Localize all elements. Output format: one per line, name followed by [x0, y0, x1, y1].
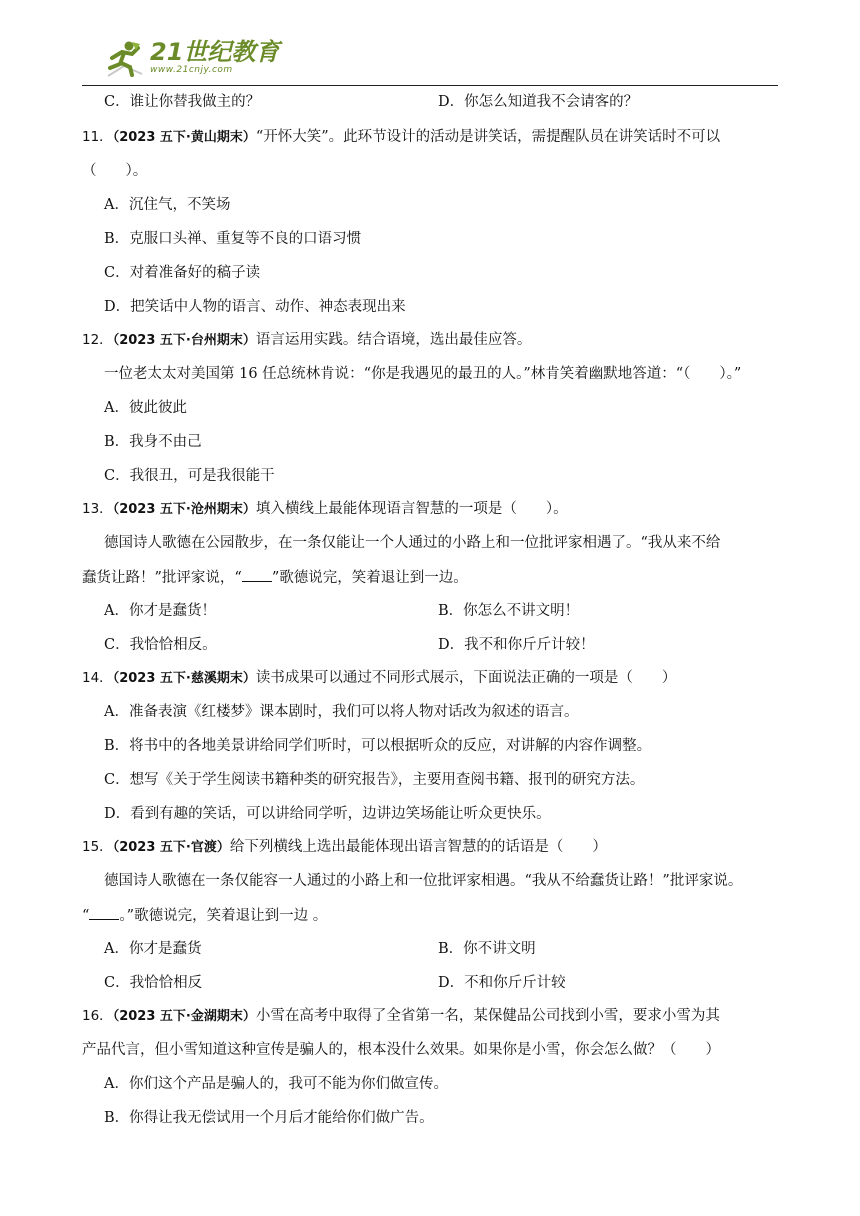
question-text: 读书成果可以通过不同形式展示，下面说法正确的一项是（ ）: [255, 670, 677, 686]
question-source: （2023 五下·官渡）: [112, 840, 230, 855]
question-text: 语言运用实践。结合语境，选出最佳应答。: [255, 332, 532, 348]
question-source: （2023 五下·慈溪期末）: [112, 671, 256, 686]
question-13-context-cont: [82, 567, 468, 588]
question-source: （2023 五下·沧州期末）: [112, 502, 256, 517]
context-text: 蠢货让路！”批评家说，“: [82, 570, 242, 586]
question-number: 16．: [82, 1008, 113, 1024]
question-text: “开怀大笑”。此环节设计的活动是讲笑话，需提醒队员在讲笑话时不可以: [255, 129, 721, 145]
q14-option-d: D．看到有趣的笑话，可以讲给同学听，边讲边笑场能让听众更快乐。: [104, 806, 551, 822]
header-divider: [82, 85, 778, 86]
context-text: ”歌德说完，笑着退让到一边。: [271, 570, 468, 586]
question-number: 12．: [82, 332, 113, 348]
question-number: 11．: [82, 129, 113, 145]
question-13: [82, 499, 568, 520]
question-text: 小雪在高考中取得了全省第一名，某保健品公司找到小雪，要求小雪为其: [255, 1008, 720, 1024]
question-16: [82, 1006, 720, 1027]
q10-option-c: C．谁让你替我做主的？: [104, 94, 261, 110]
q15-option-a: A．你才是蠢货: [104, 941, 202, 957]
q13-option-b: B．你怎么不讲文明！: [438, 603, 580, 619]
question-number: 14．: [82, 670, 113, 686]
q11-option-a: A．沉住气，不笑场: [104, 197, 231, 213]
q15-option-b: B．你不讲文明: [438, 941, 536, 957]
q13-option-a: A．你才是蠢货！: [104, 603, 216, 619]
question-11-cont: （ ）。: [82, 163, 148, 179]
question-text: 给下列横线上选出最能体现出语言智慧的的话语是（ ）: [229, 839, 607, 855]
question-12-context: 一位老太太对美国第 16 任总统林肯说：“你是我遇见的最丑的人。”林肯笑着幽默地答道：“（ ）。”: [104, 366, 742, 382]
question-source: （2023 五下·台州期末）: [112, 333, 256, 348]
brand-title: 21世纪教育: [150, 38, 280, 66]
brand-url: www.21cnjy.com: [150, 65, 233, 75]
question-15-context: 德国诗人歌德在一条仅能容一人通过的小路上和一位批评家相遇。“我从不给蠢货让路！”批评家说。: [104, 873, 743, 889]
logo: [102, 40, 279, 78]
question-11: [82, 127, 720, 148]
q13-option-d: D．我不和你斤斤计较！: [438, 637, 595, 653]
answer-blank: [242, 567, 272, 582]
q11-option-b: B．克服口头禅、重复等不良的口语习惯: [104, 231, 362, 247]
page-header: [82, 36, 778, 86]
question-number: 15．: [82, 839, 113, 855]
brand: [150, 40, 279, 75]
answer-blank: [89, 905, 119, 920]
q11-option-c: C．对着准备好的稿子读: [104, 265, 261, 281]
question-13-context: 德国诗人歌德在公园散步，在一条仅能让一个人通过的小路上和一位批评家相遇了。“我从来不给: [104, 535, 721, 551]
q14-option-c: C．想写《关于学生阅读书籍种类的研究报告》，主要用查阅书籍、报刊的研究方法。: [104, 772, 645, 788]
question-16-cont: 产品代言，但小雪知道这种宣传是骗人的，根本没什么效果。如果你是小雪，你会怎么做？（ ）: [82, 1042, 720, 1058]
question-15: [82, 837, 607, 858]
q13-option-c: C．我恰恰相反。: [104, 637, 217, 653]
context-text: 。”歌德说完，笑着退让到一边 。: [119, 908, 328, 924]
q12-option-c: C．我很丑，可是我很能干: [104, 468, 275, 484]
question-source: （2023 五下·金湖期末）: [112, 1009, 256, 1024]
q14-option-b: B．将书中的各地美景讲给同学们听时，可以根据听众的反应，对讲解的内容作调整。: [104, 738, 652, 754]
q11-option-d: D．把笑话中人物的语言、动作、神态表现出来: [104, 299, 406, 315]
q16-option-a: A．你们这个产品是骗人的，我可不能为你们做宣传。: [104, 1076, 448, 1092]
context-text: “: [82, 908, 90, 924]
question-text: 填入横线上最能体现语言智慧的一项是（ ）。: [255, 501, 568, 517]
q15-option-c: C．我恰恰相反: [104, 975, 203, 991]
running-man-icon: [102, 40, 146, 78]
question-14: [82, 668, 676, 689]
q14-option-a: A．准备表演《红楼梦》课本剧时，我们可以将人物对话改为叙述的语言。: [104, 704, 579, 720]
question-number: 13．: [82, 501, 113, 517]
q15-option-d: D．不和你斤斤计较: [438, 975, 566, 991]
question-source: （2023 五下·黄山期末）: [112, 130, 256, 145]
q10-option-d: D．你怎么知道我不会请客的？: [438, 94, 639, 110]
q12-option-b: B．我身不由己: [104, 434, 202, 450]
q12-option-a: A．彼此彼此: [104, 400, 187, 416]
question-12: [82, 330, 531, 351]
question-15-context-cont: [82, 905, 327, 926]
q16-option-b: B．你得让我无偿试用一个月后才能给你们做广告。: [104, 1110, 434, 1126]
